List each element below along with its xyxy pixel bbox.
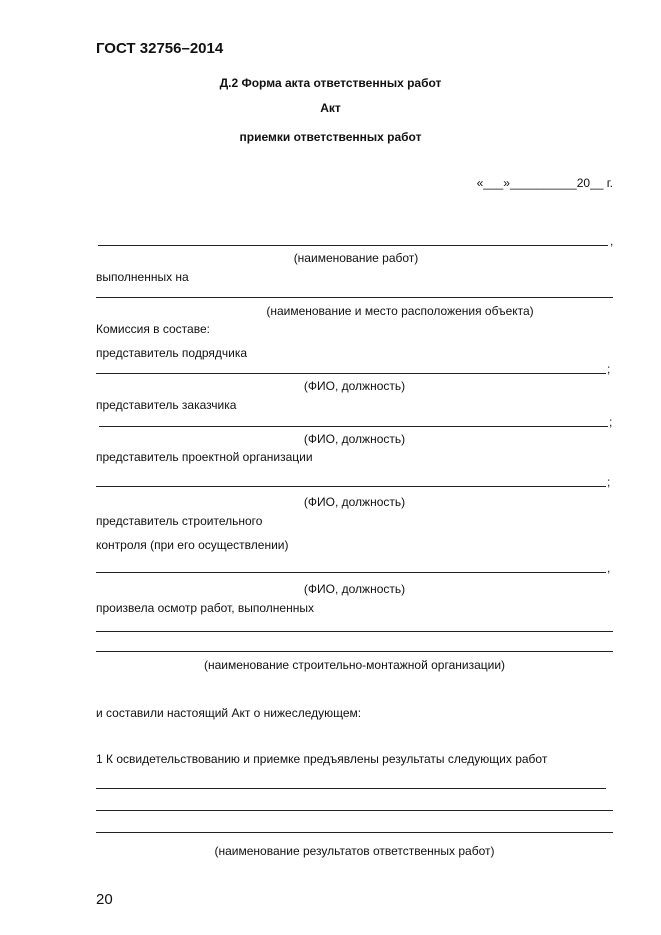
comma-mark: ,	[610, 234, 614, 248]
construction-rep-label-2: контроля (при его осуществлении)	[96, 538, 289, 552]
act-subtitle: приемки ответственных работ	[239, 130, 422, 144]
design-rep-line	[96, 486, 606, 487]
inspected-label: произвела осмотр работ, выполненных	[96, 601, 314, 615]
location-line	[96, 297, 613, 298]
construction-rep-label-1: представитель строительного	[96, 514, 263, 528]
semicolon-mark: ;	[609, 415, 613, 429]
contractor-rep-line	[96, 373, 606, 374]
design-fio-caption: (ФИО, должность)	[303, 495, 406, 509]
semicolon-mark: ;	[607, 475, 611, 489]
contractor-rep-label: представитель подрядчика	[96, 346, 248, 360]
works-caption: (наименование работ)	[293, 251, 419, 265]
results-line-1	[96, 788, 606, 789]
document-code: ГОСТ 32756–2014	[96, 40, 224, 57]
commission-label: Комиссия в составе:	[96, 322, 210, 336]
results-line-3	[96, 832, 613, 833]
page-number: 20	[96, 891, 113, 908]
contractor-fio-caption: (ФИО, должность)	[303, 379, 406, 393]
customer-rep-line	[99, 426, 608, 427]
date-line: «___»__________20__ г.	[476, 176, 613, 190]
org-line-2	[96, 651, 613, 652]
construction-fio-caption: (ФИО, должность)	[303, 582, 406, 596]
act-title: Акт	[320, 101, 341, 115]
performed-at-label: выполненных на	[96, 270, 189, 284]
design-rep-label: представитель проектной организации	[96, 450, 313, 464]
customer-rep-label: представитель заказчика	[96, 398, 237, 412]
section-title: Д.2 Форма акта ответственных работ	[219, 76, 442, 90]
works-name-line	[98, 245, 608, 246]
results-line-2	[96, 810, 613, 811]
location-caption: (наименование и место расположения объекта)	[266, 304, 534, 318]
construction-rep-line	[96, 572, 606, 573]
compiled-label: и составили настоящий Акт о нижеследующем:	[96, 706, 362, 720]
semicolon-mark: ;	[607, 362, 611, 376]
results-caption: (наименование результатов ответственных работ)	[214, 844, 495, 858]
org-line-1	[96, 631, 613, 632]
comma-mark: ,	[607, 561, 611, 575]
customer-fio-caption: (ФИО, должность)	[303, 432, 406, 446]
org-caption: (наименование строительно-монтажной организации)	[203, 658, 506, 672]
item-1-text: 1 К освидетельствованию и приемке предъявлены результаты следующих работ	[96, 752, 548, 766]
